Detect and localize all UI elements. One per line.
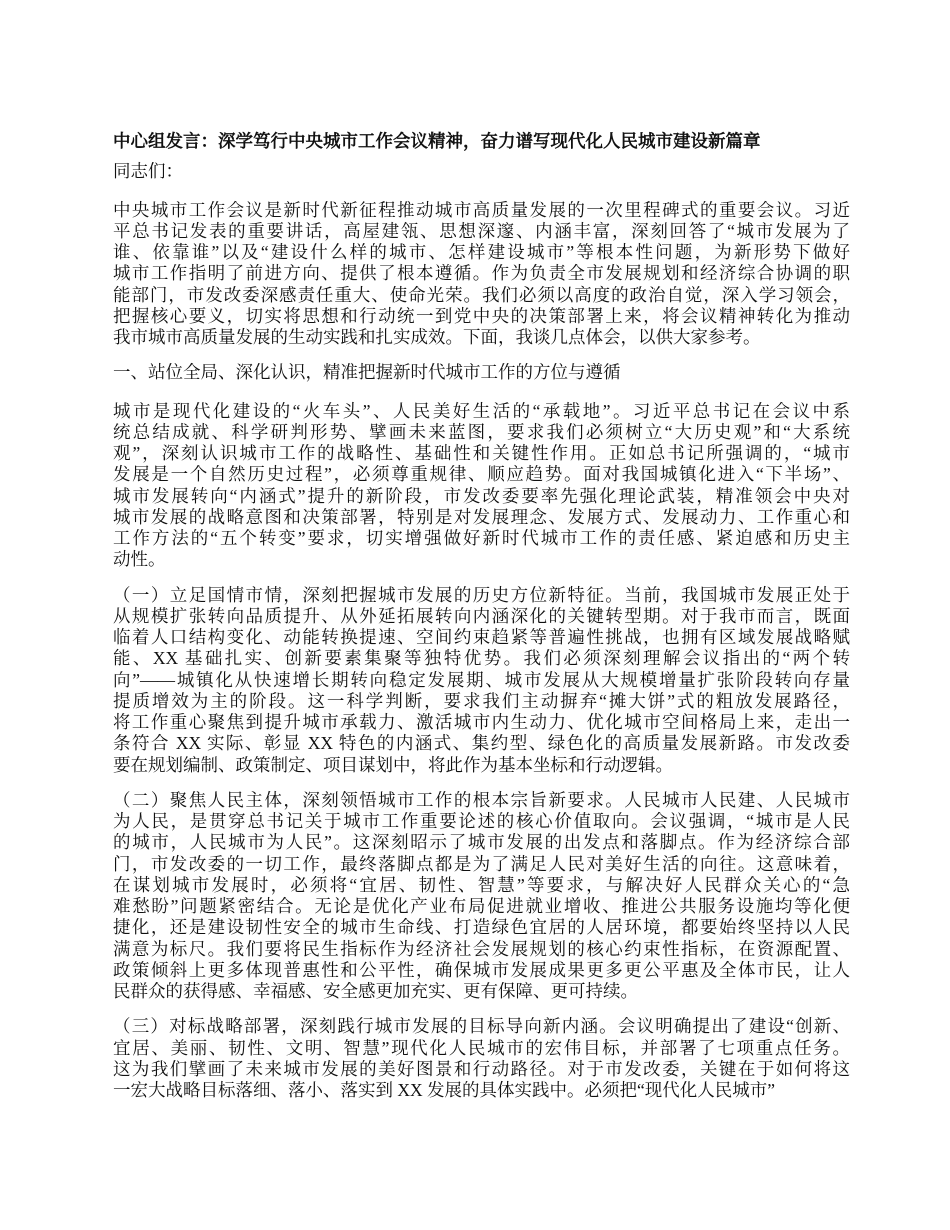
text-line: （一）立足国情市情，深刻把握城市发展的历史方位新特征。当前，我国城市发展正处于 <box>113 584 850 605</box>
paragraph <box>113 200 850 349</box>
text-line: 要在规划编制、政策制定、项目谋划中，将此作为基本坐标和行动逻辑。 <box>113 754 673 775</box>
document-body <box>113 200 850 1102</box>
document-page <box>113 131 850 1115</box>
text-line: 从规模扩张转向品质提升、从外延拓展转向内涵深化的关键转型期。对于我市而言，既面 <box>113 605 850 626</box>
document-title: 中心组发言：深学笃行中央城市工作会议精神，奋力谱写现代化人民城市建设新篇章 <box>113 131 761 151</box>
text-line: 向”——城镇化从快速增长期转向稳定发展期、城市发展从大规模增量扩张阶段转向存量 <box>113 669 850 690</box>
text-line: 门，市发改委的一切工作，最终落脚点都是为了满足人民对美好生活的向往。这意味着， <box>113 853 850 874</box>
text-line: 观”，深刻认识城市工作的战略性、基础性和关键性作用。正如总书记所强调的，“城市 <box>113 443 850 463</box>
text-line: 谁、依靠谁”以及“建设什么样的城市、怎样建设城市”等根本性问题，为新形势下做好 <box>113 242 850 262</box>
text-line: （三）对标战略部署，深刻践行城市发展的目标导向新内涵。会议明确提出了建设“创新、 <box>113 1016 850 1037</box>
text-line: 工作方法的“五个转变”要求，切实增强做好新时代城市工作的责任感、紧迫感和历史主 <box>113 528 850 548</box>
text-line: 平总书记发表的重要讲话，高屋建瓴、思想深邃、内涵丰富，深刻回答了“城市发展为了 <box>113 220 850 241</box>
text-line: 将工作重心聚焦到提升城市承载力、激活城市内生动力、优化城市空间格局上来，走出一 <box>113 712 850 732</box>
paragraph <box>113 585 850 776</box>
text-line: 动性。 <box>113 549 166 570</box>
greeting: 同志们： <box>113 161 183 182</box>
text-line: 城市发展的战略意图和决策部署，特别是对发展理念、发展方式、发展动力、工作重心和 <box>113 506 850 527</box>
text-line: 的城市，人民城市为人民”。这深刻昭示了城市发展的出发点和落脚点。作为经济综合部 <box>113 832 850 853</box>
text-line: 一、站位全局、深化认识，精准把握新时代城市工作的方位与遵循 <box>113 362 621 383</box>
text-line: 能、XX 基础扎实、创新要素集聚等独特优势。我们必须深刻理解会议指出的“两个转 <box>113 648 850 669</box>
text-line: 能部门，市发改委深感责任重大、使命光荣。我们必须以高度的政治自觉，深入学习领会， <box>113 284 850 305</box>
text-line: 这为我们擘画了未来城市发展的美好图景和行动路径。对于市发改委，关键在于如何将这 <box>113 1058 850 1079</box>
text-line: 一宏大战略目标落细、落小、落实到 XX 发展的具体实践中。必须把“现代化人民城市” <box>113 1080 776 1100</box>
text-line: 条符合 XX 实际、彰显 XX 特色的内涵式、集约型、绿色化的高质量发展新路。市发改委 <box>113 733 850 754</box>
paragraph <box>113 1016 850 1101</box>
text-line: 我市城市高质量发展的生动实践和扎实成效。下面，我谈几点体会，以供大家参考。 <box>113 327 761 347</box>
text-line: 政策倾斜上更多体现普惠性和公平性，确保城市发展成果更多更公平惠及全体市民，让人 <box>113 959 850 980</box>
text-line: 发展是一个自然历史过程”，必须尊重规律、顺应趋势。面对我国城镇化进入“下半场”、 <box>113 464 850 485</box>
text-line: 城市是现代化建设的“火车头”、人民美好生活的“承载地”。习近平总书记在会议中系 <box>113 400 850 421</box>
text-line: 民群众的获得感、幸福感、安全感更加充实、更有保障、更可持续。 <box>113 981 638 1001</box>
text-line: （二）聚焦人民主体，深刻领悟城市工作的根本宗旨新要求。人民城市人民建、人民城市 <box>113 789 850 810</box>
text-line: 把握核心要义，切实将思想和行动统一到党中央的决策部署上来，将会议精神转化为推动 <box>113 305 850 326</box>
text-line: 为人民，是贯穿总书记关于城市工作重要论述的核心价值取向。会议强调，“城市是人民 <box>113 811 850 831</box>
text-line: 城市工作指明了前进方向、提供了根本遵循。作为负责全市发展规划和经济综合协调的职 <box>113 263 850 284</box>
section-heading <box>113 362 850 383</box>
paragraph <box>113 790 850 1003</box>
text-line: 临着人口结构变化、动能转换提速、空间约束趋紧等普遍性挑战，也拥有区域发展战略赋 <box>113 627 850 647</box>
text-line: 满意为标尺。我们要将民生指标作为经济社会发展规划的核心约束性指标，在资源配置、 <box>113 938 850 959</box>
text-line: 提质增效为主的阶段。这一科学判断，要求我们主动摒弃“摊大饼”式的粗放发展路径， <box>113 690 850 711</box>
text-line: 在谋划城市发展时，必须将“宜居、韧性、智慧”等要求，与解决好人民群众关心的“急 <box>113 874 850 895</box>
text-line: 宜居、美丽、韧性、文明、智慧”现代化人民城市的宏伟目标，并部署了七项重点任务。 <box>113 1037 850 1058</box>
text-line: 捷化，还是建设韧性安全的城市生命线、打造绿色宜居的人居环境，都要始终坚持以人民 <box>113 917 850 938</box>
paragraph <box>113 401 850 571</box>
text-line: 城市发展转向“内涵式”提升的新阶段，市发改委要率先强化理论武装，精准领会中央对 <box>113 485 850 506</box>
text-line: 中央城市工作会议是新时代新征程推动城市高质量发展的一次里程碑式的重要会议。习近 <box>113 199 850 220</box>
text-line: 难愁盼”问题紧密结合。无论是优化产业布局促进就业增收、推进公共服务设施均等化便 <box>113 896 850 916</box>
text-line: 统总结成就、科学研判形势、擘画未来蓝图，要求我们必须树立“大历史观”和“大系统 <box>113 421 850 442</box>
